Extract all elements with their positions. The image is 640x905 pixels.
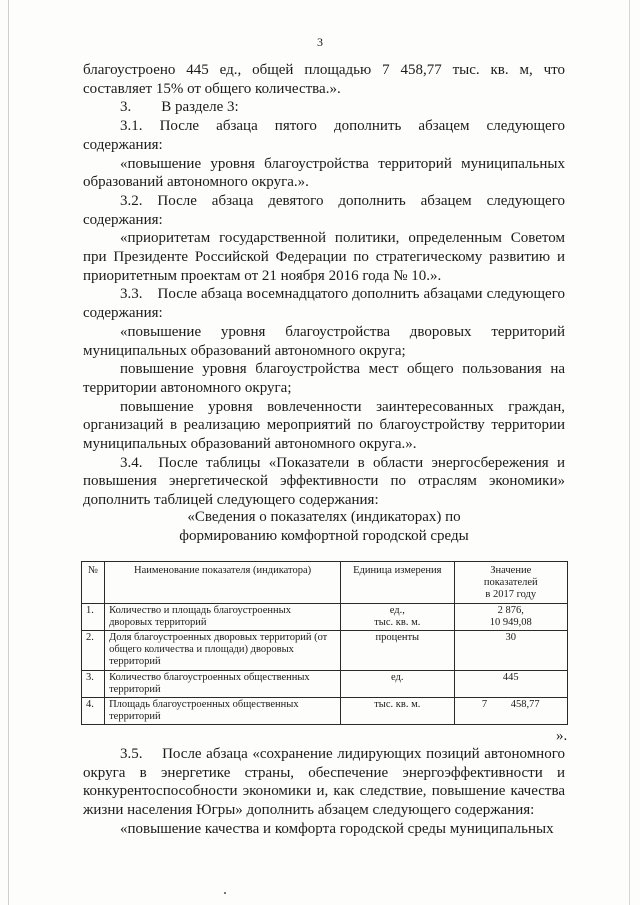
scan-right-edge [629,0,630,905]
scan-speck [224,892,226,894]
paragraph-3-4: 3.4. После таблицы «Показатели в области энергосбережения и повышения энергетической эффективности по отраслям экономики» дополнить таблицей следующего содержания: [83,454,565,509]
scan-left-edge [8,0,9,905]
row-num: 1. [82,603,105,630]
table-caption-line-2: формированию комфортной городской среды [179,528,469,544]
header-num: № [82,562,105,604]
row-unit-line-1: ед., [389,604,405,616]
paragraph-3-2-quote: «приоритетам государственной политики, определенным Советом при Президенте Российской Федерации по стратегическому развитию и приоритетным проектам от 21 ноября 2016 года № 10.». [83,230,565,284]
paragraph-3-5: 3.5. После абзаца «сохранение лидирующих позиций автономного округа в энергетике страны, обеспечение энергоэффективности и конкурентоспособности экономики и, как следствие, повышение качества жизни населения Югры» дополнить абзацем следующего содержания: [83,746,565,819]
paragraph-3-3: 3.3. После абзаца восемнадцатого дополнить абзацами следующего содержания: [83,286,565,322]
row-value-line-1: 2 876, [497,604,524,616]
row-value: 7 458,77 [454,698,567,725]
row-num: 3. [82,670,105,697]
table-row [82,603,568,630]
table-row [82,670,568,697]
header-name: Наименование показателя (индикатора) [105,562,341,604]
row-name: Количество благоустроенных общественных территорий [105,670,341,697]
header-value-line-3: в 2017 году [485,589,537,601]
paragraph-3-3-quote-2: повышение уровня благоустройства мест общего пользования на территории автономного округа; [83,361,565,396]
table-caption-line-1: «Сведения о показателях (индикаторах) по [187,509,461,525]
page-number: 3 [317,35,323,49]
table-row [82,631,568,671]
top-text-block [83,61,565,510]
row-unit [341,603,454,630]
table-row [82,698,568,725]
row-name: Доля благоустроенных дворовых территорий (от общего количества и площади) дворовых территорий [105,631,341,671]
row-value: 30 [454,631,567,671]
paragraph-3-3-quote-3: повышение уровня вовлеченности заинтересованных граждан, организаций в реализацию мероприятий по благоустройству территории муниципальных образований автономного округа.». [83,398,565,453]
table-header-row [82,562,568,604]
header-value [454,562,567,604]
row-unit: проценты [341,631,454,671]
header-value-line-2: показателей [483,577,538,589]
row-num: 4. [82,698,105,725]
paragraph-3-2: 3.2. После абзаца девятого дополнить абзацем следующего содержания: [83,192,565,228]
row-num: 2. [82,631,105,671]
bottom-text-block [83,745,565,839]
header-value-line-1: Значение [490,565,532,576]
paragraph-3-5-quote: «повышение качества и комфорта городской среды муниципальных [120,820,554,837]
indicators-table [81,561,568,725]
row-value-line-2: 10 949,08 [489,616,532,628]
paragraph-3-3-quote-1: «повышение уровня благоустройства дворовых территорий муниципальных образований автономного округа; [83,323,565,359]
paragraph-continuation: благоустроено 445 ед., общей площадью 7 458,77 тыс. кв. м, что составляет 15% от общего количества.». [83,62,565,97]
row-value: 445 [454,670,567,697]
row-unit-line-2: тыс. кв. м. [374,616,421,628]
row-name: Количество и площадь благоустроенных дворовых территорий [105,603,341,630]
table-closing-quote: ». [556,728,568,744]
paragraph-3-1: 3.1. После абзаца пятого дополнить абзацем следующего содержания: [83,118,565,153]
paragraph-section-3: 3. В разделе 3: [120,99,239,116]
row-unit: ед. [341,670,454,697]
row-name: Площадь благоустроенных общественных территорий [105,698,341,725]
row-value [454,603,567,630]
paragraph-3-1-quote: «повышение уровня благоустройства территорий муниципальных образований автономного округа.». [83,155,565,191]
table-caption [83,508,565,546]
header-unit: Единица измерения [341,562,454,604]
row-unit: тыс. кв. м. [341,698,454,725]
